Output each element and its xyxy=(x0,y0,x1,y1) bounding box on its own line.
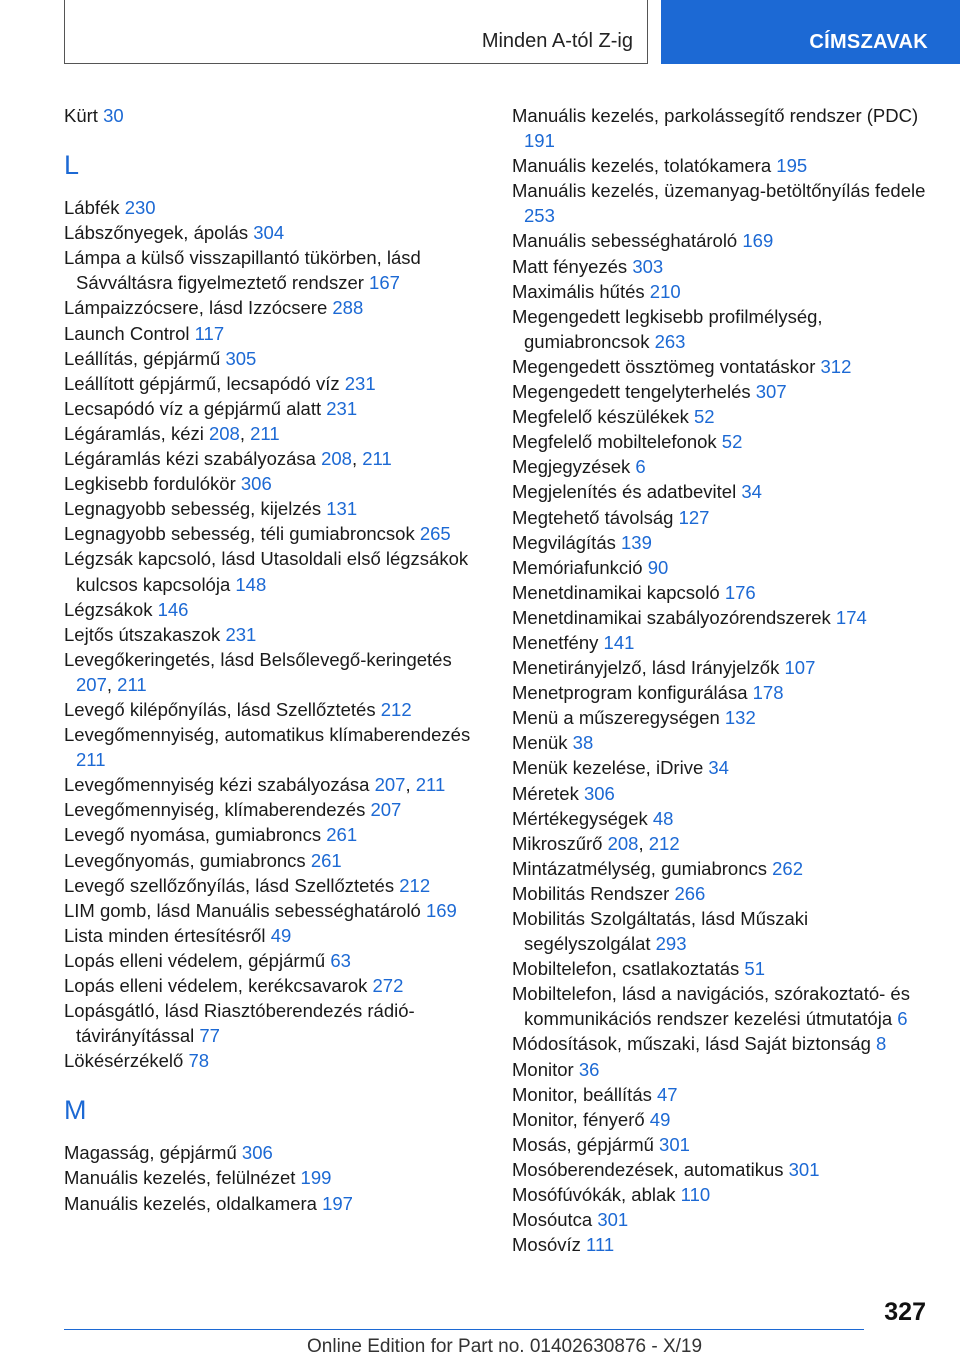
entry-term: Mosóberendezések, automatikus xyxy=(512,1158,784,1180)
page-reference-link[interactable]: 263 xyxy=(654,330,686,352)
page-reference-link[interactable]: 208 xyxy=(208,422,240,444)
entry-term: Mértékegységek xyxy=(512,807,648,829)
page-reference-link[interactable]: 304 xyxy=(253,222,285,244)
page-reference-link[interactable]: 6 xyxy=(897,1008,908,1030)
page-reference-link[interactable]: 51 xyxy=(744,958,765,980)
entry-term: Légáramlás kézi szabályozása xyxy=(64,448,316,470)
page-reference-link[interactable]: 38 xyxy=(572,732,594,754)
index-entry xyxy=(512,881,932,906)
footer-divider xyxy=(64,1329,864,1330)
entry-term: Mikroszűrő xyxy=(512,832,603,854)
page-reference-link[interactable]: 231 xyxy=(344,372,376,394)
entry-term: Maximális hűtés xyxy=(512,280,645,302)
page-reference-link[interactable]: 148 xyxy=(235,573,267,595)
page-reference-link[interactable]: 63 xyxy=(330,949,351,971)
index-entry: Mikroszűrő 208, 212 xyxy=(512,832,680,854)
page-reference-link[interactable]: 293 xyxy=(655,933,687,955)
page-reference-link[interactable]: 176 xyxy=(724,581,756,603)
page-reference-link[interactable]: 301 xyxy=(597,1209,629,1231)
index-entry xyxy=(64,948,484,973)
index-column-right xyxy=(512,103,932,1257)
index-entry xyxy=(512,228,932,253)
entry-term: Lopásgátló, lásd Riasztóberendezés rádió-távirányítással xyxy=(64,1000,415,1047)
index-entry xyxy=(64,1140,484,1165)
page-reference-link[interactable]: 49 xyxy=(270,924,292,946)
entry-term: Lopás elleni védelem, kerékcsavarok xyxy=(64,975,368,996)
entry-term: Megfelelő készülékek xyxy=(512,406,689,428)
index-entry xyxy=(512,1132,932,1157)
page-reference-link[interactable]: 139 xyxy=(621,531,652,553)
index-entry xyxy=(512,605,932,630)
index-entry xyxy=(64,622,484,647)
page-reference-link[interactable]: 8 xyxy=(876,1033,887,1055)
page-reference-link[interactable]: 303 xyxy=(632,255,664,277)
index-entry xyxy=(512,530,932,555)
page-reference-link[interactable]: 208 xyxy=(321,448,352,470)
index-entry xyxy=(512,906,932,956)
index-entry xyxy=(512,1157,932,1182)
index-entry: Levegőkeringetés, lásd Belsőlevegő-keringetés 207, 211 xyxy=(64,648,452,695)
index-entry xyxy=(512,178,932,228)
page-reference-link[interactable]: 306 xyxy=(240,473,272,495)
page-reference-link[interactable]: 272 xyxy=(372,975,404,996)
index-entry xyxy=(512,705,932,730)
entry-term: Megjegyzések xyxy=(512,456,631,478)
index-entry xyxy=(512,1057,932,1082)
page-reference-link[interactable]: 30 xyxy=(103,105,124,126)
page-reference-link[interactable]: 52 xyxy=(721,431,743,453)
index-entry xyxy=(64,848,484,873)
section-letter: M xyxy=(64,1095,87,1126)
index-entry xyxy=(512,856,932,881)
entry-term: Monitor xyxy=(512,1058,574,1080)
page-reference-link[interactable]: 49 xyxy=(649,1108,671,1130)
entry-term: Mobiltelefon, lásd a navigációs, szórakoztató- és kommunikációs rendszer kezelési útmutatója xyxy=(512,983,910,1030)
index-entry xyxy=(512,304,932,354)
page-reference-link[interactable]: 178 xyxy=(752,682,784,704)
page-reference-link[interactable]: 195 xyxy=(776,155,808,177)
index-entry xyxy=(64,103,484,128)
index-entry xyxy=(64,295,484,320)
entry-term: Legnagyobb sebesség, téli gumiabroncsok xyxy=(64,523,415,545)
page-reference-link[interactable]: 111 xyxy=(586,1234,615,1256)
entry-term: Mosóutca xyxy=(512,1209,593,1231)
index-entry xyxy=(64,597,484,622)
index-entry xyxy=(64,1048,484,1073)
entry-term: Mobilitás Szolgáltatás, lásd Műszaki segélyszolgálat xyxy=(512,908,809,955)
page-reference-link[interactable]: 253 xyxy=(524,205,555,227)
chapter-title: CÍMSZAVAK xyxy=(809,31,928,53)
page-reference-link[interactable]: 132 xyxy=(724,707,756,729)
entry-term: Megengedett tengelyterhelés xyxy=(512,381,751,403)
entry-term: Lista minden értesítésről xyxy=(64,924,266,946)
entry-term: Levegőnyomás, gumiabroncs xyxy=(64,849,306,871)
page-reference-link[interactable]: 110 xyxy=(680,1184,711,1206)
entry-term: Mosás, gépjármű xyxy=(512,1133,654,1155)
page-reference-link[interactable]: 90 xyxy=(647,556,669,578)
entry-term: Menük kezelése, iDrive xyxy=(512,757,704,779)
index-entry xyxy=(512,254,932,279)
index-entry xyxy=(512,730,932,755)
index-entry xyxy=(512,479,932,504)
entry-term: Lejtős útszakaszok xyxy=(64,623,221,645)
page-reference-link[interactable]: 117 xyxy=(194,322,225,344)
entry-term: Memóriafunkció xyxy=(512,556,643,578)
page-reference-link[interactable]: 211 xyxy=(415,774,446,796)
index-entry xyxy=(512,454,932,479)
page-reference-link[interactable]: 262 xyxy=(772,857,804,879)
page-reference-link[interactable]: 34 xyxy=(741,481,762,503)
index-entry: Levegőmennyiség kézi szabályozása 207, 211 xyxy=(64,774,446,796)
page-reference-link[interactable]: 211 xyxy=(117,673,147,695)
page-reference-link[interactable]: 52 xyxy=(694,406,715,428)
index-entry xyxy=(512,279,932,304)
index-entry xyxy=(64,998,484,1048)
page-reference-link[interactable]: 169 xyxy=(742,230,774,252)
index-entry xyxy=(512,379,932,404)
index-entry xyxy=(64,220,484,245)
page-reference-link[interactable]: 34 xyxy=(708,757,729,779)
index-entry xyxy=(64,396,484,421)
page-reference-link[interactable]: 261 xyxy=(310,849,342,871)
index-entry xyxy=(512,781,932,806)
entry-term: Manuális kezelés, oldalkamera xyxy=(64,1192,317,1214)
entry-term: Menü a műszeregységen xyxy=(512,707,720,729)
page-reference-link[interactable]: 265 xyxy=(419,523,451,545)
index-entry xyxy=(64,822,484,847)
page-header xyxy=(64,0,960,66)
entry-term: Lökésérzékelő xyxy=(64,1050,184,1072)
page-reference-link[interactable]: 231 xyxy=(326,397,358,419)
page-reference-link[interactable]: 174 xyxy=(835,606,867,628)
page-reference-link[interactable]: 191 xyxy=(524,130,555,152)
index-entry xyxy=(64,898,484,923)
page-reference-link[interactable]: 169 xyxy=(425,899,457,921)
page-reference-link[interactable]: 146 xyxy=(157,598,189,620)
page-reference-link[interactable]: 212 xyxy=(399,874,431,896)
index-entry xyxy=(64,346,484,371)
page-reference-link[interactable]: 199 xyxy=(300,1167,332,1189)
index-entry xyxy=(512,103,932,153)
entry-term: Levegőmennyiség kézi szabályozása xyxy=(64,774,370,796)
entry-term: Menetirányjelző, lásd Irányjelzők xyxy=(512,657,780,679)
index-entry xyxy=(64,797,484,822)
entry-term: Mobilitás Rendszer xyxy=(512,882,670,904)
page-reference-link[interactable]: 197 xyxy=(322,1192,353,1214)
entry-term: Mobiltelefon, csatlakoztatás xyxy=(512,958,740,980)
page-reference-link[interactable]: 261 xyxy=(326,824,358,846)
entry-term: Megjelenítés és adatbevitel xyxy=(512,481,737,503)
entry-term: Megfelelő mobiltelefonok xyxy=(512,431,717,453)
page-reference-link[interactable]: 266 xyxy=(674,882,706,904)
entry-term: Manuális kezelés, tolatókamera xyxy=(512,155,772,177)
entry-term: Magasság, gépjármű xyxy=(64,1142,237,1164)
entry-term: Kürt xyxy=(64,105,98,126)
entry-term: Levegő nyomása, gumiabroncs xyxy=(64,824,322,846)
entry-term: Levegőmennyiség, automatikus klímaberendezés xyxy=(64,724,471,746)
entry-term: Megvilágítás xyxy=(512,531,616,553)
page-reference-link[interactable]: 107 xyxy=(784,657,816,679)
page-reference-link[interactable]: 167 xyxy=(369,272,400,294)
entry-term: Lecsapódó víz a gépjármű alatt xyxy=(64,397,322,419)
entry-term: Menetdinamikai kapcsoló xyxy=(512,581,720,603)
index-entry xyxy=(512,981,932,1031)
index-entry xyxy=(64,722,484,772)
entry-term: Leállított gépjármű, lecsapódó víz xyxy=(64,372,340,394)
page-reference-link[interactable]: 231 xyxy=(225,623,257,645)
entry-term: Légzsák kapcsoló, lásd Utasoldali első légzsákok kulcsos kapcsolója xyxy=(64,548,469,595)
index-entry xyxy=(64,521,484,546)
entry-term: LIM gomb, lásd Manuális sebességhatároló xyxy=(64,899,421,921)
page-reference-link[interactable]: 212 xyxy=(380,698,412,720)
index-entry xyxy=(64,321,484,346)
index-entry xyxy=(512,429,932,454)
page-reference-link[interactable]: 211 xyxy=(250,422,280,444)
page-reference-link[interactable]: 131 xyxy=(326,498,358,520)
page-reference-link[interactable]: 127 xyxy=(678,506,710,528)
index-entry xyxy=(64,1165,484,1190)
page-reference-link[interactable]: 210 xyxy=(649,280,681,302)
page-reference-link[interactable]: 207 xyxy=(370,799,402,821)
index-entry xyxy=(512,354,932,379)
page-reference-link[interactable]: 36 xyxy=(578,1058,600,1080)
page-reference-link[interactable]: 288 xyxy=(332,297,364,319)
entry-term: Menetdinamikai szabályozórendszerek xyxy=(512,606,831,628)
page-reference-link[interactable]: 307 xyxy=(755,381,787,403)
entry-term: Menetfény xyxy=(512,631,599,653)
section-tab xyxy=(64,0,648,64)
entry-term: Mintázatmélység, gumiabroncs xyxy=(512,857,767,879)
edition-note: Online Edition for Part no. 01402630876 - X/19 xyxy=(307,1336,703,1357)
page-reference-link[interactable]: 141 xyxy=(603,631,635,653)
entry-term: Megengedett legkisebb profilmélység, gumiabroncsok xyxy=(512,305,823,352)
index-entry xyxy=(512,1182,932,1207)
entry-term: Lábszőnyegek, ápolás xyxy=(64,222,249,244)
entry-term: Légzsákok xyxy=(64,598,153,620)
index-entry xyxy=(64,245,484,295)
page-reference-link[interactable]: 306 xyxy=(241,1142,273,1164)
page-reference-link[interactable]: 78 xyxy=(188,1050,210,1072)
index-entry xyxy=(64,471,484,496)
page-reference-link[interactable]: 301 xyxy=(659,1133,690,1155)
page-reference-link[interactable]: 212 xyxy=(648,832,680,854)
page-reference-link[interactable]: 230 xyxy=(124,197,156,219)
page-reference-link[interactable]: 6 xyxy=(635,456,646,478)
page-reference-link[interactable]: 48 xyxy=(652,807,674,829)
index-entry xyxy=(512,555,932,580)
index-entry xyxy=(512,404,932,429)
entry-term: Monitor, beállítás xyxy=(512,1083,652,1105)
index-entry xyxy=(512,153,932,178)
entry-term: Lámpaizzócsere, lásd Izzócsere xyxy=(64,297,328,319)
index-entry xyxy=(512,1107,932,1132)
index-entry xyxy=(64,195,484,220)
index-entry xyxy=(512,806,932,831)
entry-term: Manuális kezelés, üzemanyag-betöltőnyílás fedele xyxy=(512,180,926,202)
page-reference-link[interactable]: 207 xyxy=(374,774,406,796)
entry-term: Menetprogram konfigurálása xyxy=(512,682,748,704)
index-entry xyxy=(512,1207,932,1232)
index-entry xyxy=(512,655,932,680)
entry-term: Levegő szellőzőnyílás, lásd Szellőztetés xyxy=(64,874,395,896)
entry-term: Legnagyobb sebesség, kijelzés xyxy=(64,498,322,520)
index-entry xyxy=(512,630,932,655)
entry-term: Levegő kilépőnyílás, lásd Szellőztetés xyxy=(64,698,376,720)
index-entry: Légáramlás, kézi 208, 211 xyxy=(64,422,280,444)
section-letter: L xyxy=(64,150,80,181)
index-entry xyxy=(64,1191,484,1216)
entry-term: Megengedett össztömeg vontatáskor xyxy=(512,355,816,377)
page-reference-link[interactable]: 47 xyxy=(657,1083,678,1105)
entry-term: Lopás elleni védelem, gépjármű xyxy=(64,949,326,971)
index-entry xyxy=(64,496,484,521)
page-reference-link[interactable]: 77 xyxy=(199,1025,220,1047)
entry-term: Levegőkeringetés, lásd Belsőlevegő-keringetés xyxy=(64,648,452,670)
page-reference-link[interactable]: 211 xyxy=(362,448,392,470)
index-entry xyxy=(512,505,932,530)
entry-term: Launch Control xyxy=(64,322,190,344)
index-entry xyxy=(64,546,484,596)
page-number: 327 xyxy=(884,1298,926,1326)
chapter-tab xyxy=(661,0,960,64)
entry-term: Méretek xyxy=(512,782,579,804)
index-entry xyxy=(512,1082,932,1107)
entry-term: Légáramlás, kézi xyxy=(64,422,204,444)
entry-term: Leállítás, gépjármű xyxy=(64,347,221,369)
entry-term: Mosóvíz xyxy=(512,1234,581,1256)
index-entry xyxy=(64,923,484,948)
page-reference-link[interactable]: 306 xyxy=(583,782,615,804)
entry-term: Menük xyxy=(512,732,568,754)
index-entry xyxy=(512,956,932,981)
entry-term: Manuális kezelés, felülnézet xyxy=(64,1167,296,1189)
entry-term: Legkisebb fordulókör xyxy=(64,473,236,495)
entry-term: Monitor, fényerő xyxy=(512,1108,645,1130)
index-entry xyxy=(512,755,932,780)
index-entry xyxy=(64,697,484,722)
page-reference-link[interactable]: 207 xyxy=(76,673,107,695)
index-entry xyxy=(512,1232,932,1257)
section-title: Minden A-tól Z-ig xyxy=(481,30,633,52)
entry-term: Mosófúvókák, ablak xyxy=(512,1184,676,1206)
entry-term: Módosítások, műszaki, lásd Saját biztonság xyxy=(512,1033,871,1055)
page-reference-link[interactable]: 305 xyxy=(225,347,257,369)
page-reference-link[interactable]: 301 xyxy=(788,1158,820,1180)
index-entry xyxy=(512,580,932,605)
index-entry: Légáramlás kézi szabályozása 208, 211 xyxy=(64,448,392,470)
entry-term: Levegőmennyiség, klímaberendezés xyxy=(64,799,366,821)
entry-term: Megtehető távolság xyxy=(512,506,674,528)
entry-term: Matt fényezés xyxy=(512,255,628,277)
entry-term: Manuális sebességhatároló xyxy=(512,230,738,252)
page-reference-link[interactable]: 208 xyxy=(607,832,639,854)
entry-term: Manuális kezelés, parkolássegítő rendszer (PDC) xyxy=(512,105,919,126)
index-entry xyxy=(64,371,484,396)
index-entry xyxy=(64,873,484,898)
page-reference-link[interactable]: 312 xyxy=(820,355,852,377)
index-entry xyxy=(64,973,484,998)
index-entry xyxy=(512,1031,932,1056)
index-entry xyxy=(512,680,932,705)
index-column-left xyxy=(64,103,484,1216)
page-reference-link[interactable]: 211 xyxy=(76,749,106,771)
entry-term: Lámpa a külső visszapillantó tükörben, lásd Sávváltásra figyelmeztető rendszer xyxy=(64,247,421,294)
entry-term: Lábfék xyxy=(64,197,120,219)
